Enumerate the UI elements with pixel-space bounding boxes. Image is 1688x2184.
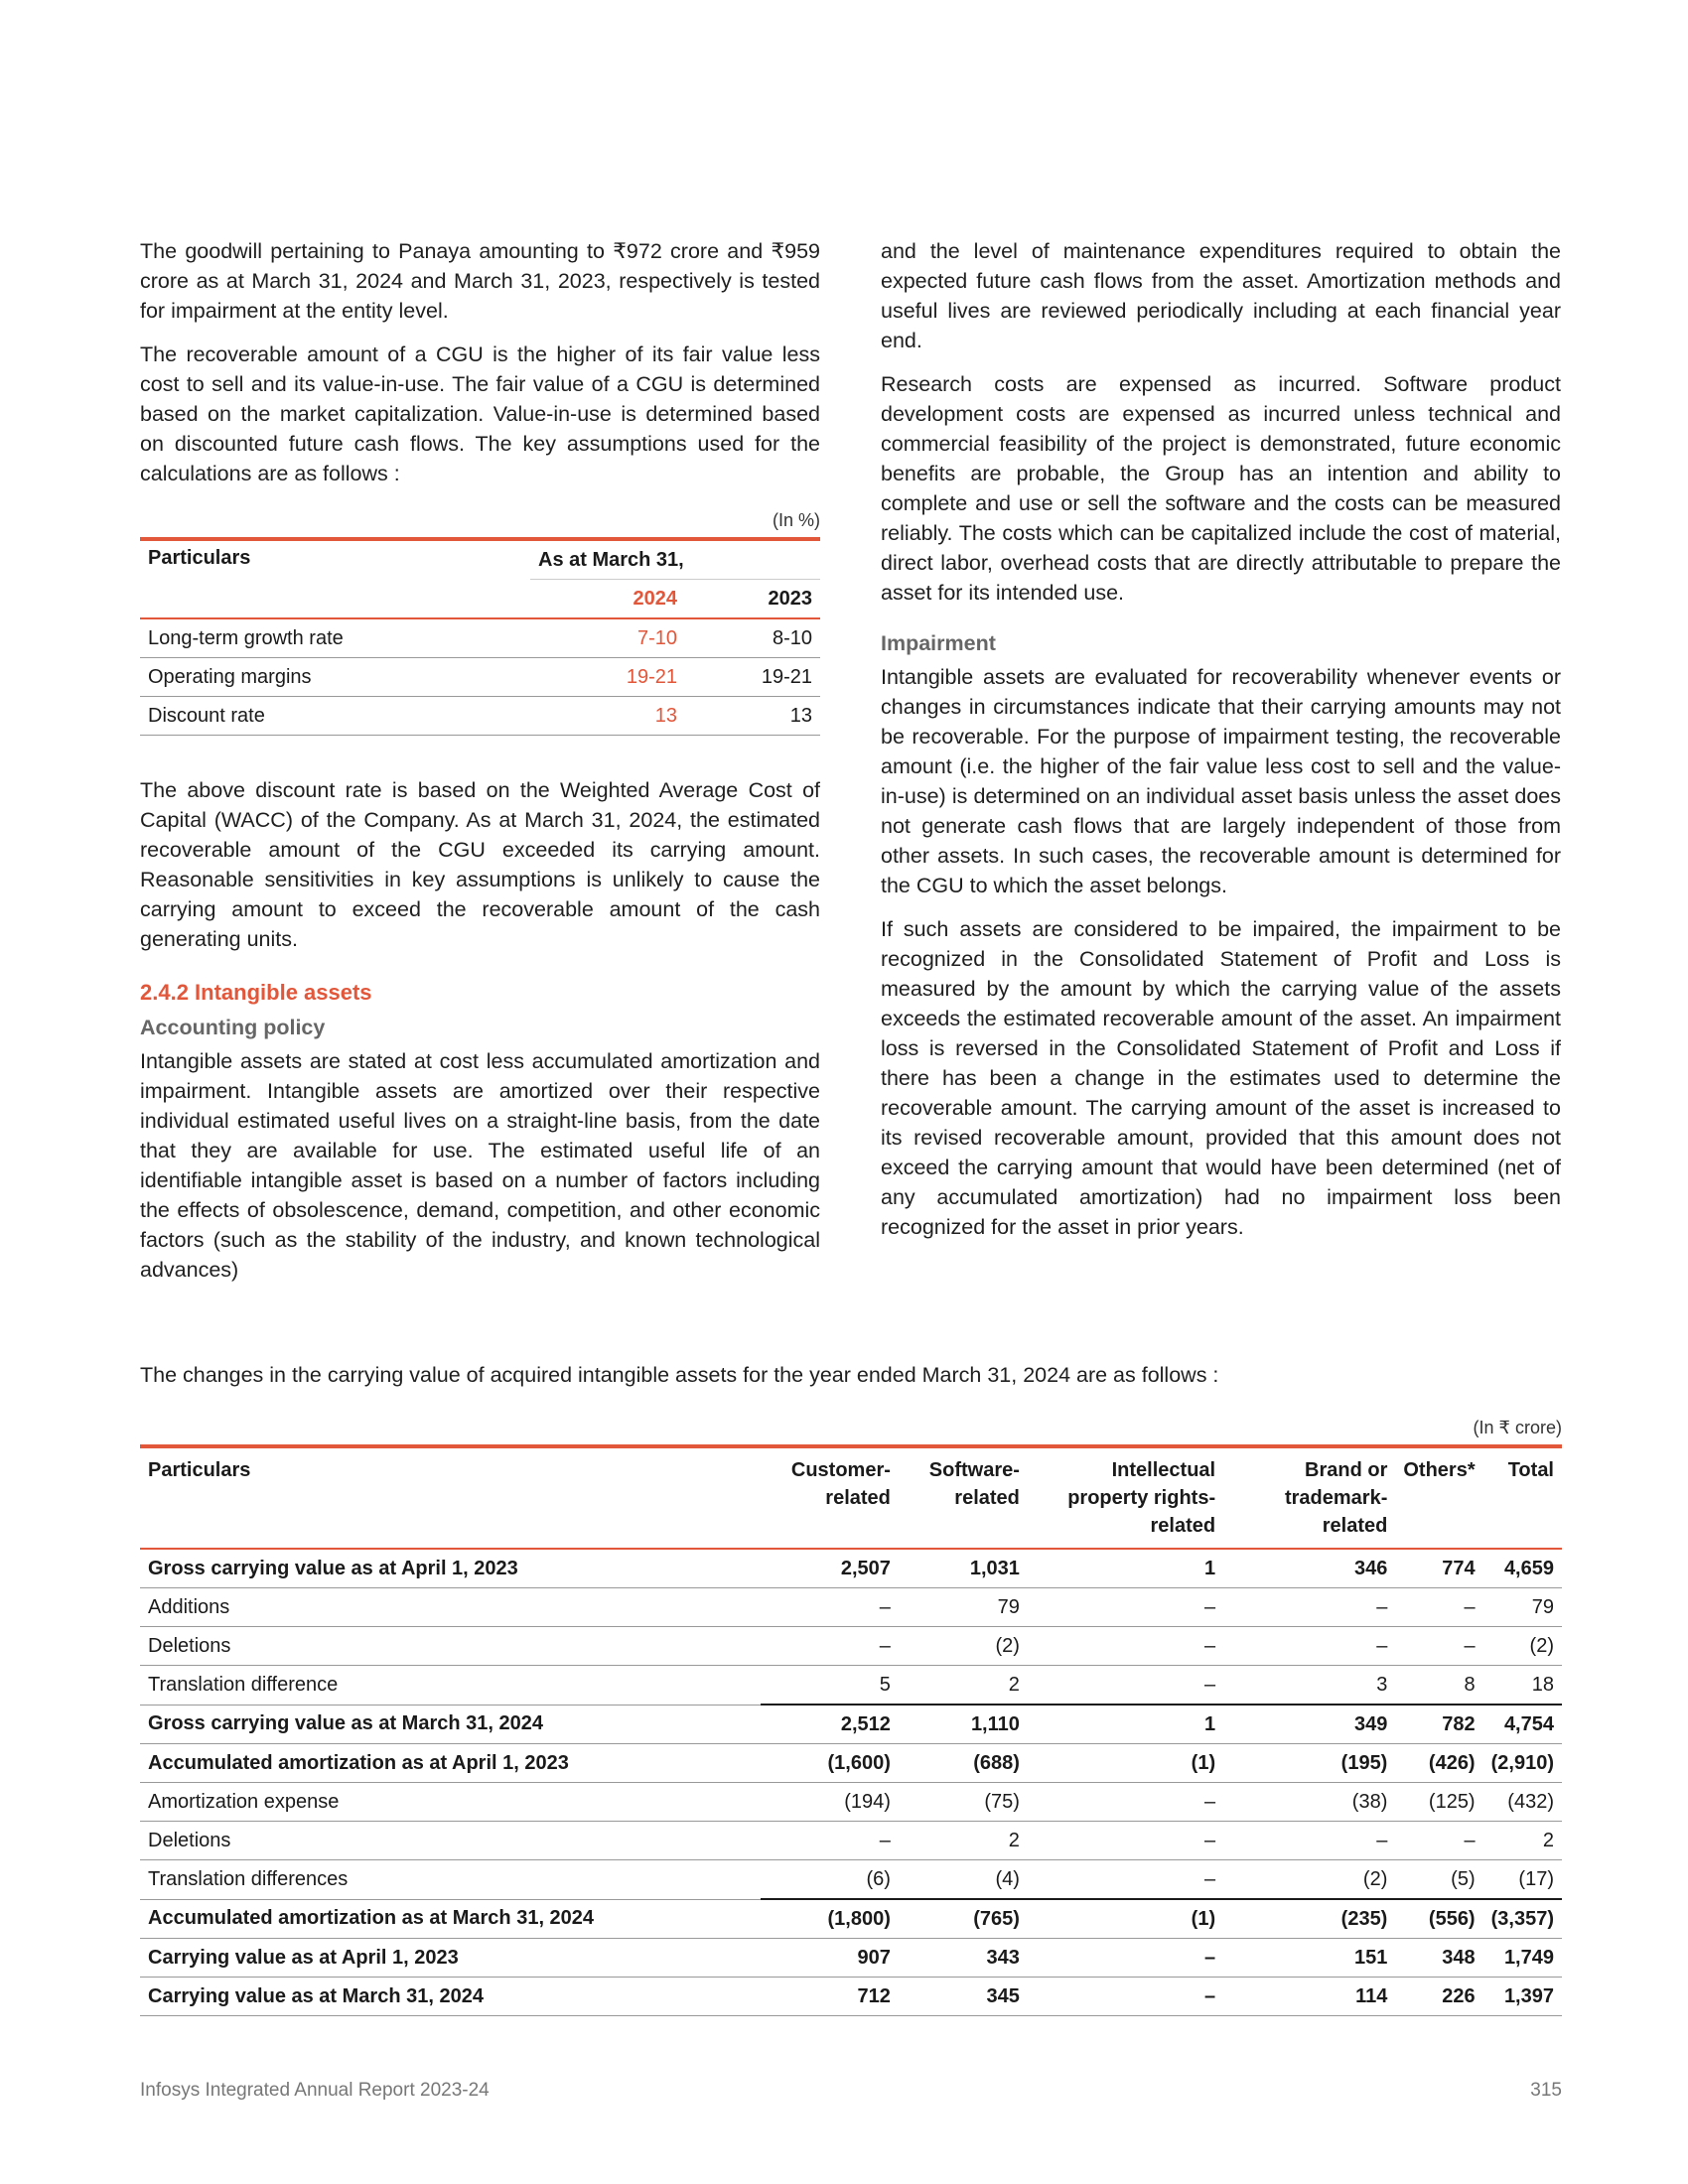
changes-intro: The changes in the carrying value of acquired intangible assets for the year ended March 31, 2024 are as follows : (140, 1363, 1219, 1387)
research-costs-paragraph: Research costs are expensed as incurred. Software product development costs are expensed as incurred unless technical and commercial feasibility of the project is demonstrated, future economic benefits are probable, the Group has an intention and ability to complete and use or sell the software and the costs can be measured reliably. The costs which can be capitalized include the cost of material, direct labor, overhead costs that are directly attributable to prepare the asset for its intended use. (881, 372, 1561, 605)
bt-cell: (688) (899, 1744, 1028, 1783)
bt-cell: – (1223, 1627, 1395, 1666)
impairment-paragraph: Intangible assets are evaluated for recoverability whenever events or changes in circumstances indicate that their carrying amounts may not be recoverable. For the purpose of impairment testing, the recoverable amount (i.e. the higher of the fair value less cost to sell and the value-in-use) is determined on an individual asset basis unless the asset does not generate cash flows that are largely independent of those from other assets. In such cases, the recoverable amount is determined for the CGU to which the asset belongs. (881, 665, 1561, 897)
bt-cell: (2) (899, 1627, 1028, 1666)
bt-cell: – (1028, 1588, 1223, 1627)
bt-cell: 4,754 (1483, 1705, 1562, 1744)
key-table-unit: (In %) (772, 510, 820, 530)
page-number: 315 (1530, 2080, 1562, 2101)
intangible-assets-paragraph: Intangible assets are stated at cost less accumulated amortization and impairment. Intangible assets are amortized over their respective individual estimated useful lives on a straight-line basis, from the date that they are available for use. The estimated useful life of an identifiable intangible asset is based on a number of factors including the effects of obsolescence, demand, competition, and other economic factors (such as the stability of the industry, and known technological advances) (140, 1049, 820, 1282)
bt-cell: – (1395, 1627, 1482, 1666)
bt-cell: 1 (1028, 1705, 1223, 1744)
bt-header-others: Others* (1395, 1446, 1482, 1549)
bt-row (140, 1666, 1562, 1706)
bt-cell: 4,659 (1483, 1549, 1562, 1588)
bt-cell: – (1028, 1978, 1223, 2016)
bt-row (140, 1860, 1562, 1900)
bt-cell: (432) (1483, 1783, 1562, 1822)
impairment-subtitle: Impairment (881, 631, 996, 655)
bt-row (140, 1783, 1562, 1822)
bt-cell: – (1395, 1822, 1482, 1860)
intangible-changes-section (140, 1360, 1562, 2016)
bt-cell: 114 (1223, 1978, 1395, 2016)
bt-cell: – (1028, 1939, 1223, 1978)
bt-cell: (195) (1223, 1744, 1395, 1783)
bt-cell: – (761, 1627, 899, 1666)
bt-header-ip: Intellectual property rights-related (1028, 1446, 1223, 1549)
bt-cell: 349 (1223, 1705, 1395, 1744)
bt-row-label: Carrying value as at March 31, 2024 (140, 1978, 761, 2016)
intangible-changes-table (140, 1444, 1562, 2016)
bt-cell: (235) (1223, 1899, 1395, 1939)
bt-row-label: Amortization expense (140, 1783, 761, 1822)
goodwill-paragraph: The goodwill pertaining to Panaya amounting to ₹972 crore and ₹959 crore as at March 31, 2024 and March 31, 2023, respectively is tested for impairment at the entity level. (140, 239, 820, 323)
bt-cell: 1,031 (899, 1549, 1028, 1588)
bt-row-label: Additions (140, 1588, 761, 1627)
impairment-reversal-paragraph: If such assets are considered to be impaired, the impairment to be recognized in the Consolidated Statement of Profit and Loss is measured by the amount by which the carrying value of the assets exceeds the estimated recoverable amount of the asset. An impairment loss is reversed in the Consolidated Statement of Profit and Loss if there has been a change in the estimates used to determine the recoverable amount. The carrying amount of the asset is increased to its revised recoverable amount, provided that this amount does not exceed the carrying amount that would have been determined (net of any accumulated amortization) had no impairment loss been recognized for the asset in prior years. (881, 917, 1561, 1239)
bt-cell: 782 (1395, 1705, 1482, 1744)
bt-header-particulars: Particulars (140, 1446, 761, 1549)
bt-cell: – (761, 1588, 899, 1627)
kt-value-2024: 19-21 (530, 658, 685, 697)
bt-cell: – (1028, 1822, 1223, 1860)
kt-row-label: Long-term growth rate (140, 618, 530, 658)
bt-cell: 2 (899, 1822, 1028, 1860)
bt-cell: (3,357) (1483, 1899, 1562, 1939)
bt-row (140, 1744, 1562, 1783)
kt-value-2023: 8-10 (685, 618, 820, 658)
kt-header-2024: 2024 (530, 580, 685, 619)
accounting-policy-subtitle: Accounting policy (140, 1016, 326, 1039)
bt-header-total: Total (1483, 1446, 1562, 1549)
bt-cell: 3 (1223, 1666, 1395, 1706)
bt-cell: 2 (1483, 1822, 1562, 1860)
bt-row (140, 1939, 1562, 1978)
bt-cell: 2,507 (761, 1549, 899, 1588)
bt-cell: 151 (1223, 1939, 1395, 1978)
discount-rate-paragraph: The above discount rate is based on the Weighted Average Cost of Capital (WACC) of the Company. As at March 31, 2024, the estimated recoverable amount of the CGU exceeded its carrying amount. Reasonable sensitivities in key assumptions is unlikely to cause the carrying amount to exceed the recoverable amount of the cash generating units. (140, 778, 820, 951)
bt-cell: (1,800) (761, 1899, 899, 1939)
bt-row (140, 1978, 1562, 2016)
bt-cell: (4) (899, 1860, 1028, 1900)
bt-cell: 1,110 (899, 1705, 1028, 1744)
bt-cell: – (761, 1822, 899, 1860)
changes-table-unit: (In ₹ crore) (1473, 1418, 1562, 1437)
bt-cell: 345 (899, 1978, 1028, 2016)
right-column (881, 236, 1561, 1256)
bt-cell: 1,749 (1483, 1939, 1562, 1978)
bt-cell: 1 (1028, 1549, 1223, 1588)
bt-cell: 774 (1395, 1549, 1482, 1588)
bt-row (140, 1822, 1562, 1860)
left-column (140, 236, 820, 1298)
kt-row (140, 658, 820, 697)
bt-cell: 2,512 (761, 1705, 899, 1744)
kt-value-2023: 19-21 (685, 658, 820, 697)
key-assumptions-table (140, 537, 820, 736)
bt-cell: 712 (761, 1978, 899, 2016)
bt-cell: 5 (761, 1666, 899, 1706)
bt-cell: (1,600) (761, 1744, 899, 1783)
report-name: Infosys Integrated Annual Report 2023-24 (140, 2080, 490, 2101)
bt-row-label: Accumulated amortization as at April 1, 2023 (140, 1744, 761, 1783)
bt-cell: (426) (1395, 1744, 1482, 1783)
bt-cell: 8 (1395, 1666, 1482, 1706)
bt-cell: (6) (761, 1860, 899, 1900)
section-title: 2.4.2 Intangible assets (140, 980, 372, 1005)
kt-row-label: Discount rate (140, 697, 530, 736)
kt-header-2023: 2023 (685, 580, 820, 619)
bt-cell: – (1223, 1822, 1395, 1860)
bt-cell: (194) (761, 1783, 899, 1822)
kt-value-2024: 13 (530, 697, 685, 736)
bt-row (140, 1705, 1562, 1744)
bt-cell: 1,397 (1483, 1978, 1562, 2016)
bt-cell: 907 (761, 1939, 899, 1978)
bt-cell: (5) (1395, 1860, 1482, 1900)
kt-row (140, 697, 820, 736)
bt-cell: (765) (899, 1899, 1028, 1939)
kt-header-particulars: Particulars (140, 539, 530, 618)
bt-cell: 79 (1483, 1588, 1562, 1627)
kt-header-asat: As at March 31, (530, 539, 820, 580)
bt-header-brand: Brand or trademark-related (1223, 1446, 1395, 1549)
bt-cell: (1) (1028, 1899, 1223, 1939)
bt-cell: – (1028, 1860, 1223, 1900)
bt-row (140, 1627, 1562, 1666)
bt-cell: 226 (1395, 1978, 1482, 2016)
bt-cell: (125) (1395, 1783, 1482, 1822)
bt-row-label: Gross carrying value as at April 1, 2023 (140, 1549, 761, 1588)
bt-cell: (2) (1223, 1860, 1395, 1900)
bt-cell: 348 (1395, 1939, 1482, 1978)
bt-cell: – (1395, 1588, 1482, 1627)
bt-cell: – (1028, 1627, 1223, 1666)
bt-cell: (17) (1483, 1860, 1562, 1900)
bt-row-label: Translation difference (140, 1666, 761, 1706)
bt-cell: 79 (899, 1588, 1028, 1627)
recoverable-amount-paragraph: The recoverable amount of a CGU is the higher of its fair value less cost to sell and its value-in-use. The fair value of a CGU is determined based on the market capitalization. Value-in-use is determined based on discounted future cash flows. The key assumptions used for the calculations are as follows : (140, 342, 820, 485)
bt-cell: 343 (899, 1939, 1028, 1978)
bt-row (140, 1549, 1562, 1588)
kt-row-label: Operating margins (140, 658, 530, 697)
bt-cell: – (1028, 1783, 1223, 1822)
kt-row (140, 618, 820, 658)
bt-cell: 18 (1483, 1666, 1562, 1706)
bt-cell: (75) (899, 1783, 1028, 1822)
kt-value-2024: 7-10 (530, 618, 685, 658)
bt-row (140, 1588, 1562, 1627)
bt-cell: (38) (1223, 1783, 1395, 1822)
bt-header-software: Software-related (899, 1446, 1028, 1549)
bt-cell: 2 (899, 1666, 1028, 1706)
bt-cell: (1) (1028, 1744, 1223, 1783)
maintenance-paragraph: and the level of maintenance expenditures required to obtain the expected future cash flows from the asset. Amortization methods and useful lives are reviewed periodically including at each financial year end. (881, 239, 1561, 352)
bt-row-label: Carrying value as at April 1, 2023 (140, 1939, 761, 1978)
page-footer (140, 2080, 1562, 2102)
bt-cell: (2) (1483, 1627, 1562, 1666)
bt-row-label: Translation differences (140, 1860, 761, 1900)
bt-row-label: Deletions (140, 1627, 761, 1666)
bt-row-label: Accumulated amortization as at March 31, 2024 (140, 1899, 761, 1939)
bt-cell: – (1028, 1666, 1223, 1706)
bt-cell: – (1223, 1588, 1395, 1627)
bt-cell: (2,910) (1483, 1744, 1562, 1783)
bt-header-customer: Customer-related (761, 1446, 899, 1549)
bt-row-label: Deletions (140, 1822, 761, 1860)
bt-cell: 346 (1223, 1549, 1395, 1588)
bt-row (140, 1899, 1562, 1939)
kt-value-2023: 13 (685, 697, 820, 736)
bt-cell: (556) (1395, 1899, 1482, 1939)
bt-row-label: Gross carrying value as at March 31, 2024 (140, 1705, 761, 1744)
